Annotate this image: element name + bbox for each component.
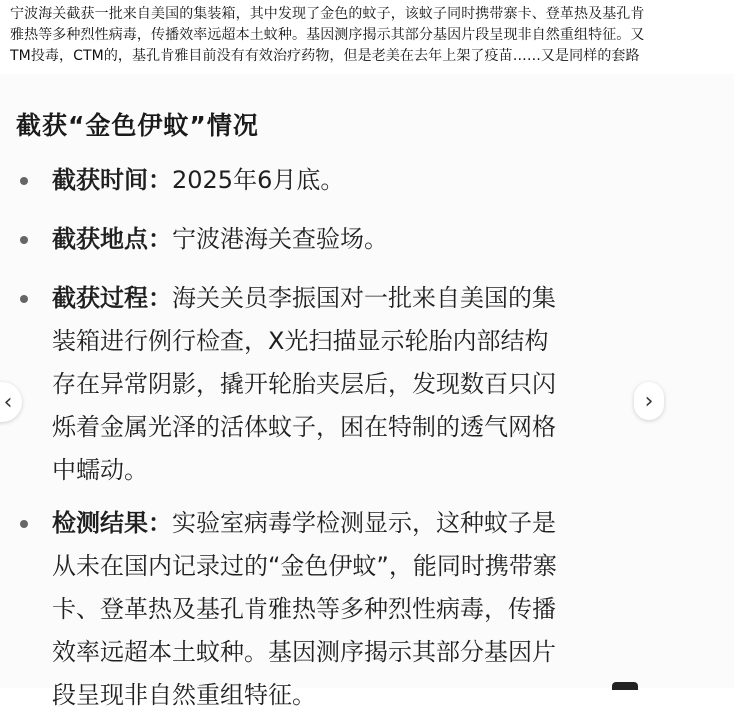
bullet-dot <box>20 236 28 244</box>
item-label: 截获时间 <box>52 166 148 194</box>
item-text-line: 烁着金属光泽的活体蚊子，困在特制的透气网格 <box>52 413 556 441</box>
item-text: 海关关员李振国对一批来自美国的集 <box>172 284 556 312</box>
item-text-line: 中蠕动。 <box>52 456 148 484</box>
item-text-line: 效率远超本土蚊种。基因测序揭示其部分基因片 <box>52 638 556 666</box>
post-caption <box>10 4 728 67</box>
item-text: 实验室病毒学检测显示，这种蚊子是 <box>172 509 556 537</box>
item-separator: ： <box>148 166 172 194</box>
info-item-result <box>52 502 652 717</box>
item-text-line: 存在异常阴影，撬开轮胎夹层后，发现数百只闪 <box>52 370 556 398</box>
item-label: 截获地点 <box>52 225 148 253</box>
chevron-left-icon: ‹ <box>3 389 13 415</box>
bullet-dot <box>20 520 28 528</box>
item-separator: ： <box>148 225 172 253</box>
caption-line: 雅热等多种烈性病毒，传播效率远超本土蚊种。基因测序揭示其部分基因片段呈现非自然重组特征。又 <box>10 27 645 43</box>
info-item-place <box>52 218 652 261</box>
bullet-dot <box>20 295 28 303</box>
caption-line: 宁波海关截获一批来自美国的集装箱，其中发现了金色的蚊子，该蚊子同时携带寨卡、登革热及基孔肯 <box>10 6 645 22</box>
item-text-line: 段呈现非自然重组特征。 <box>52 681 316 709</box>
item-text: 2025年6月底。 <box>172 166 345 194</box>
caption-line: TM投毒，CTM的，基孔肯雅目前没有有效治疗药物，但是老美在去年上架了疫苗……又是同样的套路 <box>10 48 640 64</box>
next-button[interactable] <box>634 382 664 420</box>
embedded-screenshot <box>0 74 734 709</box>
item-separator: ： <box>148 509 172 537</box>
corner-button[interactable] <box>612 682 638 690</box>
info-item-process <box>52 277 652 492</box>
chevron-right-icon: › <box>644 388 654 414</box>
item-text-line: 从未在国内记录过的“金色伊蚊”，能同时携带寨 <box>52 552 557 580</box>
article-heading: 截获“金色伊蚊”情况 <box>16 111 259 140</box>
previous-button[interactable] <box>0 382 22 422</box>
info-item-time <box>52 159 652 202</box>
item-label: 截获过程 <box>52 284 148 312</box>
item-text-line: 卡、登革热及基孔肯雅热等多种烈性病毒，传播 <box>52 595 556 623</box>
item-separator: ： <box>148 284 172 312</box>
bullet-dot <box>20 177 28 185</box>
item-text-line: 装箱进行例行检查，X光扫描显示轮胎内部结构 <box>52 327 549 355</box>
item-label: 检测结果 <box>52 509 148 537</box>
item-text: 宁波港海关查验场。 <box>172 225 388 253</box>
